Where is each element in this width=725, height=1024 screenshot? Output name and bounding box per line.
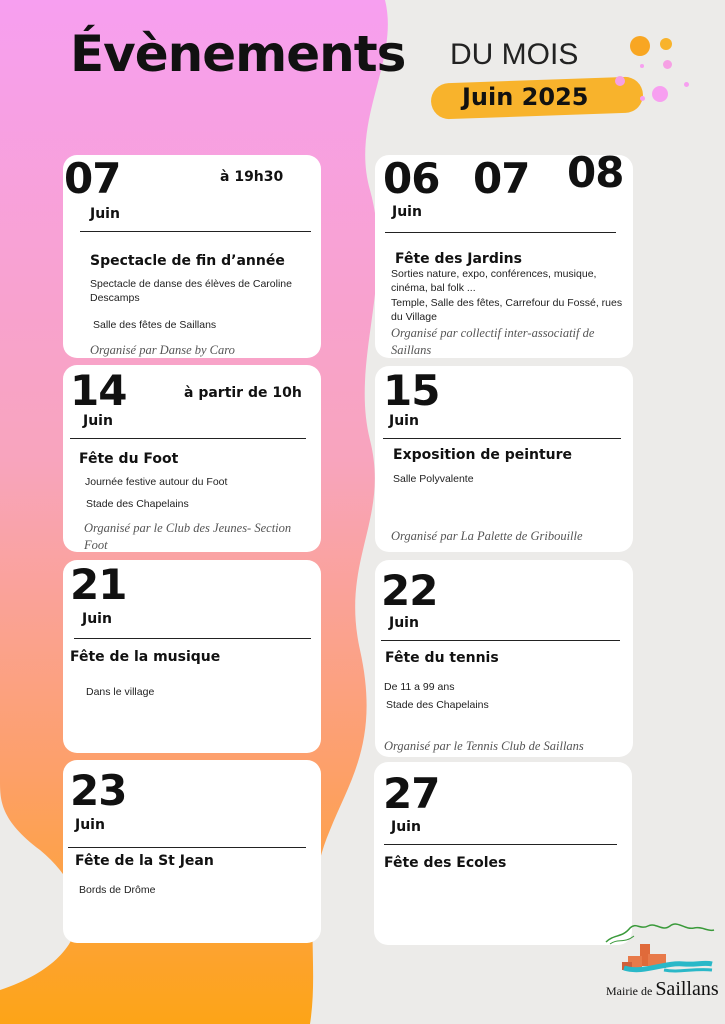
page-subtitle: DU MOIS xyxy=(450,38,579,71)
event-month: Juin xyxy=(82,611,112,627)
decor-dot xyxy=(615,76,625,86)
event-time: à 19h30 xyxy=(220,169,284,185)
event-place: Temple, Salle des fêtes, Carrefour du Fossé, rues xyxy=(391,297,623,309)
decor-dot xyxy=(684,82,689,87)
logo-text xyxy=(606,978,719,1001)
logo-text-small: Mairie de xyxy=(606,984,653,998)
event-day: 14 xyxy=(70,366,127,415)
event-day: 06 xyxy=(383,154,440,203)
event-day: 21 xyxy=(70,560,127,609)
event-place: Stade des Chapelains xyxy=(386,699,489,711)
divider xyxy=(385,232,616,233)
event-place: Stade des Chapelains xyxy=(86,498,189,510)
divider xyxy=(384,844,617,845)
event-month: Juin xyxy=(83,413,113,429)
event-title: Fête de la St Jean xyxy=(75,853,214,869)
divider xyxy=(74,638,311,639)
event-month: Juin xyxy=(391,819,421,835)
event-description: Sorties nature, expo, conférences, musique, xyxy=(391,268,597,280)
event-month: Juin xyxy=(392,204,422,220)
event-organizer: Organisé par le Tennis Club de Saillans xyxy=(384,739,584,753)
month-label: Juin 2025 xyxy=(462,83,589,111)
event-organizer: Foot xyxy=(84,538,108,552)
event-place: du Village xyxy=(391,311,437,323)
event-organizer: Saillans xyxy=(391,343,432,357)
event-month: Juin xyxy=(75,817,105,833)
decor-dot xyxy=(630,36,650,56)
page-title: Évènements xyxy=(70,25,406,83)
event-description: Journée festive autour du Foot xyxy=(85,476,228,488)
divider xyxy=(381,640,620,641)
event-day: 08 xyxy=(567,148,624,197)
event-month: Juin xyxy=(90,206,120,222)
divider xyxy=(70,438,306,439)
event-day: 23 xyxy=(70,766,127,815)
decor-dot xyxy=(640,64,644,68)
event-description: Spectacle de danse des élèves de Caroline xyxy=(90,278,292,290)
event-title: Fête du tennis xyxy=(385,650,499,666)
event-day: 15 xyxy=(383,366,440,415)
logo-text-big: Saillans xyxy=(655,978,719,1000)
divider xyxy=(68,847,306,848)
decor-dot xyxy=(663,60,672,69)
decor-dot xyxy=(660,38,672,50)
event-description: Descamps xyxy=(90,292,140,304)
event-title: Fête de la musique xyxy=(70,649,221,665)
event-time: à partir de 10h xyxy=(184,385,302,401)
decor-dot xyxy=(652,86,668,102)
event-title: Fête des Ecoles xyxy=(384,855,507,871)
event-day: 27 xyxy=(383,769,440,818)
event-day: 22 xyxy=(381,566,438,615)
event-title: Fête du Foot xyxy=(79,451,179,467)
event-month: Juin xyxy=(389,413,419,429)
event-place: Bords de Drôme xyxy=(79,884,156,896)
decor-dot xyxy=(640,96,645,101)
event-title: Spectacle de fin d’année xyxy=(90,253,285,269)
event-place: Salle des fêtes de Saillans xyxy=(93,319,217,331)
event-month: Juin xyxy=(389,615,419,631)
divider xyxy=(383,438,621,439)
event-organizer: Organisé par le Club des Jeunes- Section xyxy=(84,521,292,535)
event-day: 07 xyxy=(64,154,121,203)
event-title: Exposition de peinture xyxy=(393,447,573,463)
event-organizer: Organisé par Danse by Caro xyxy=(90,343,235,357)
event-place: Salle Polyvalente xyxy=(393,473,474,485)
divider xyxy=(80,231,311,232)
event-organizer: Organisé par collectif inter-associatif de xyxy=(391,326,595,340)
event-description: De 11 a 99 ans xyxy=(384,681,455,693)
event-day: 07 xyxy=(473,154,530,203)
event-description: cinéma, bal folk ... xyxy=(391,282,476,294)
event-place: Dans le village xyxy=(86,686,155,698)
event-title: Fête des Jardins xyxy=(395,251,522,267)
event-organizer: Organisé par La Palette de Gribouille xyxy=(391,529,583,543)
